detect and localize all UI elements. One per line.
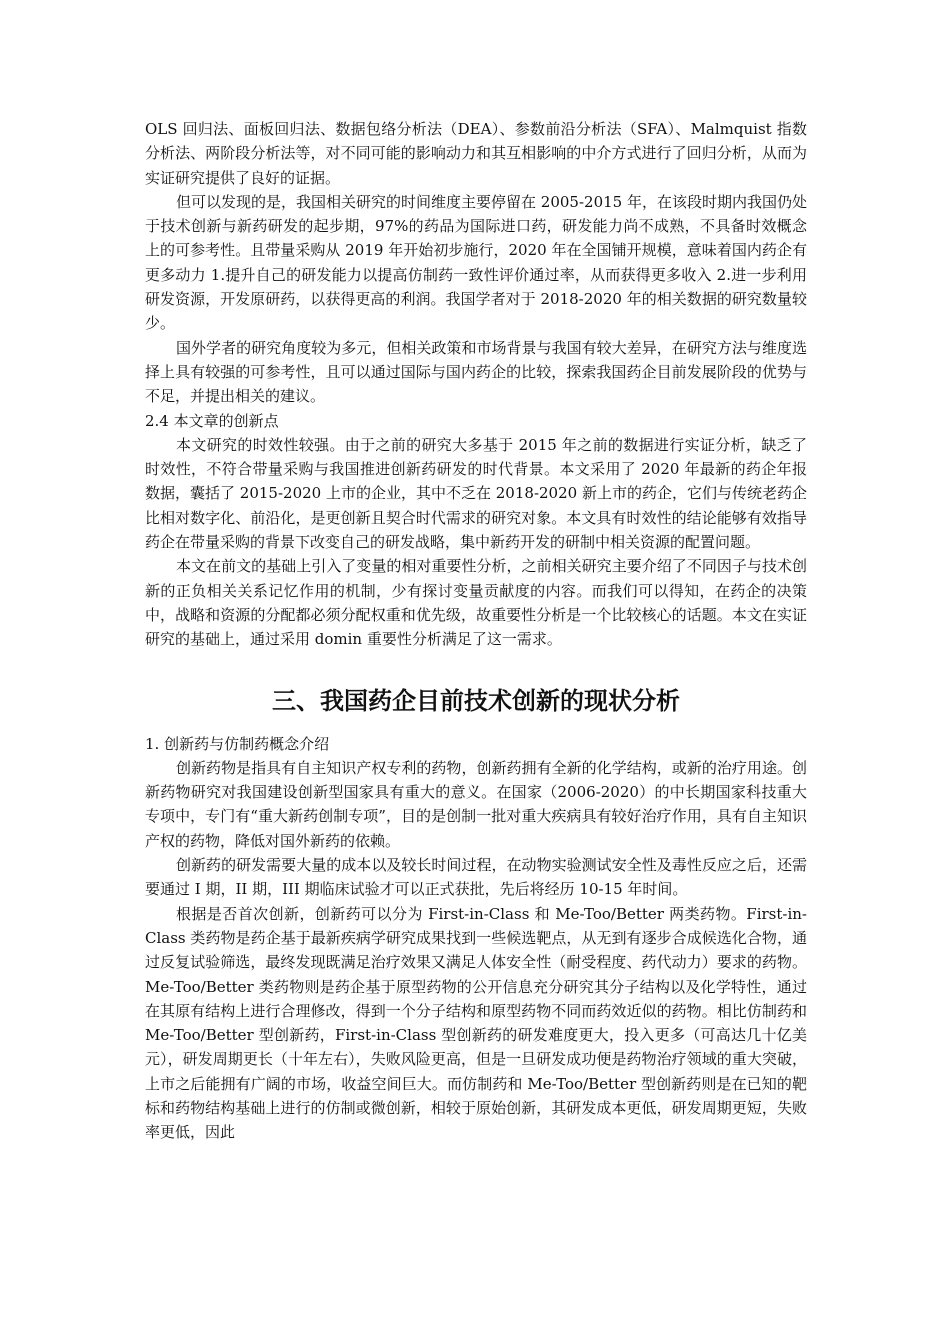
subsection-heading-1: 1. 创新药与仿制药概念介绍 [145,734,330,753]
body-paragraph: 但可以发现的是，我国相关研究的时间维度主要停留在 2005-2015 年，在该段时期内我国仍处于技术创新与新药研发的起步期，97%的药品为国际进口药，研发能力尚不成熟，不具备时效概念上的可参考性。且带量采购从 2019 年开始初步施行，2020 年在全国铺开规模，意味着国内药企有更多动力 1.提升自己的研发能力以提高仿制药一致性评价通过率，从而获得更多收入 2.进一步利用研发资源，开发原研药，以获得更高的利润。我国学者对于 2018-2020 年的相关数据的研究数量较少。 [145,192,807,333]
body-paragraph: OLS 回归法、面板回归法、数据包络分析法（DEA）、参数前沿分析法（SFA）、Malmquist 指数分析法、两阶段分析法等，对不同可能的影响动力和其互相影响的中介方式进行了回归分析，从而为实证研究提供了良好的证据。 [145,120,807,187]
chapter-title: 三、我国药企目前技术创新的现状分析 [272,686,680,715]
body-paragraph: 创新药的研发需要大量的成本以及较长时间过程，在动物实验测试安全性及毒性反应之后，还需要通过 I 期，II 期，III 期临床试验才可以正式获批，先后将经历 10-15 年时间。 [145,856,807,899]
body-paragraph: 本文在前文的基础上引入了变量的相对重要性分析，之前相关研究主要介绍了不同因子与技术创新的正负相关关系记忆作用的机制，少有探讨变量贡献度的内容。而我们可以得知，在药企的决策中，战略和资源的分配都必须分配权重和优先级，故重要性分析是一个比较核心的话题。本文在实证研究的基础上，通过采用 domin 重要性分析满足了这一需求。 [145,557,807,649]
body-paragraph: 本文研究的时效性较强。由于之前的研究大多基于 2015 年之前的数据进行实证分析，缺乏了时效性，不符合带量采购与我国推进创新药研发的时代背景。本文采用了 2020 年最新的药企年报数据，囊括了 2015-2020 上市的企业，其中不乏在 2018-2020 新上市的药企，它们与传统老药企比相对数字化、前沿化，是更创新且契合时代需求的研究对象。本文具有时效性的结论能够有效指导药企在带量采购的背景下改变自己的研发战略，集中新药开发的研制中相关资源的配置问题。 [145,435,807,552]
body-paragraph: 国外学者的研究角度较为多元，但相关政策和市场背景与我国有较大差异，在研究方法与维度选择上具有较强的可参考性，且可以通过国际与国内药企的比较，探索我国药企目前发展阶段的优势与不足，并提出相关的建议。 [145,338,807,406]
body-paragraph: 根据是否首次创新，创新药可以分为 First-in-Class 和 Me-Too/Better 两类药物。First-in-Class 类药物是药企基于最新疾病学研究成果找到一些候选靶点，从无到有逐步合成候选化合物，通过反复试验筛选，最终发现既满足治疗效果又满足人体安全性（耐受程度、药代动力）要求的药物。Me-Too/Better 类药物则是药企基于原型药物的公开信息充分研究其分子结构以及化学特性，通过在其原有结构上进行合理修改，得到一个分子结构和原型药物不同而药效近似的药物。相比仿制药和 Me-Too/Better 型创新药，First-in-Class 型创新药的研发难度更大，投入更多（可高达几十亿美元），研发周期更长（十年左右），失败风险更高，但是一旦研发成功便是药物治疗领域的重大突破，上市之后能拥有广阔的市场，收益空间巨大。而仿制药和 Me-Too/Better 型创新药则是在已知的靶标和药物结构基础上进行的仿制或微创新，相较于原始创新，其研发成本更低，研发周期更短，失败率更低，因此 [145,904,807,1142]
section-heading-2-4: 2.4 本文章的创新点 [145,411,279,430]
body-paragraph: 创新药物是指具有自主知识产权专利的药物，创新药拥有全新的化学结构，或新的治疗用途。创新药物研究对我国建设创新型国家具有重大的意义。在国家（2006-2020）的中长期国家科技重大专项中，专门有“重大新药创制专项”，目的是创制一批对重大疾病具有较好治疗作用，具有自主知识产权的药物，降低对国外新药的依赖。 [145,758,807,850]
document-page [145,117,807,1145]
